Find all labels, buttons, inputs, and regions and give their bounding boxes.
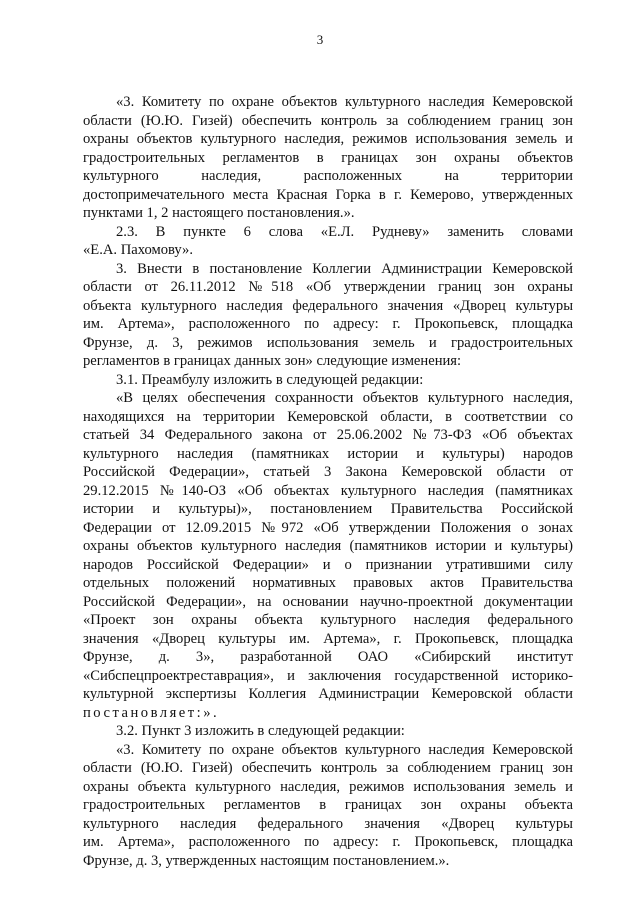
text-line: «Е.А. Пахомову». [83,242,194,258]
page-number: 3 [316,32,324,47]
text-line: статьей 34 Федерального закона от 25.06.2002 №73-ФЗ «Об объектах [83,427,573,443]
text-line: 29.12.2015 №140-ОЗ «Об объектах культурного наследия (памятниках [83,482,573,499]
text-line: «Проект зон охраны объекта культурного наследия федерального [83,612,573,628]
text-line: истории и культуры)», постановлением Правительства Российской [83,501,573,517]
text-line: 3.1. Преамбулу изложить в следующей редакции: [116,371,424,388]
text-line: «3. Комитету по охране объектов культурного наследия Кемеровской [116,94,573,110]
text-line: значения «Дворец культуры им. Артема», г. Прокопьевск, площадка [83,630,573,647]
text-line: культурного наследия (памятниках истории и культуры) народов [83,445,573,462]
text-line: постановляет:». [83,704,220,721]
text-line: градостроительных регламентов в границах зон охраны объектов [83,149,573,166]
text-line: «3. Комитету по охране объектов культурного наследия Кемеровской [116,741,573,758]
text-line: Фрунзе, д. 3, утвержденных настоящим постановлением.». [83,852,450,869]
text-line: им. Артема», расположенного по адресу: г. Прокопьевск, площадка [83,316,573,332]
text-line: области (Ю.Ю. Гизей) обеспечить контроль за соблюдением границ зон [83,112,573,129]
text-line: 2.3. В пункте 6 слова «Е.Л. Рудневу» заменить словами [116,223,573,240]
document-body [83,93,573,870]
text-line: «Сибспецпроектреставрация», и заключения государственной историко- [83,667,573,684]
text-line: достопримечательного места Красная Горка в г. Кемерово, утвержденных [83,186,573,203]
text-line: градостроительных регламентов в границах зон охраны объекта [83,797,573,813]
text-line: области от 26.11.2012 №518 «Об утверждении границ зон охраны [83,279,573,295]
text-line: Российской Федерации», на основании научно-проектной документации [83,593,573,610]
text-line: «В целях обеспечения сохранности объектов культурного наследия, [116,390,573,406]
text-line: Фрунзе, д. 3», разработанной ОАО «Сибирский институт [83,649,573,665]
text-line: культурного наследия федерального значения «Дворец культуры [83,815,573,832]
text-line: Российской Федерации», статьей 3 Закона Кемеровской области от [83,464,573,480]
text-line: охраны объектов культурного наследия, режимов использования земель и [83,131,573,147]
text-line: им. Артема», расположенного по адресу: г. Прокопьевск, площадка [83,834,573,850]
text-line: объекта культурного наследия федерального значения «Дворец культуры [83,297,573,314]
text-line: 3.2. Пункт 3 изложить в следующей редакции: [116,723,405,739]
text-line: охраны объекта культурного наследия, режимов использования земель и [83,778,573,795]
text-line: охраны объектов культурного наследия (памятников истории и культуры) [83,538,573,554]
text-line: пунктами 1, 2 настоящего постановления.». [83,205,355,221]
text-line: регламентов в границах данных зон» следующие изменения: [83,353,462,369]
text-line: области (Ю.Ю. Гизей) обеспечить контроль за соблюдением границ зон [83,760,573,776]
text-line: народов Российской Федерации» и о признании утратившими силу [83,556,573,573]
text-line: Федерации от 12.09.2015 №972 «Об утверждении Положения о зонах [83,519,573,536]
text-line: отдельных положений нормативных правовых актов Правительства [83,575,573,591]
text-line: 3. Внести в постановление Коллегии Администрации Кемеровской [116,260,573,277]
text-line: культурного наследия, расположенных на территории [83,168,573,184]
text-line: находящихся на территории Кемеровской области, в соответствии со [83,408,573,425]
text-line: Фрунзе, д. 3, режимов использования земель и градостроительных [83,334,573,351]
text-line: культурной экспертизы Коллегия Администрации Кемеровской области [83,686,573,702]
